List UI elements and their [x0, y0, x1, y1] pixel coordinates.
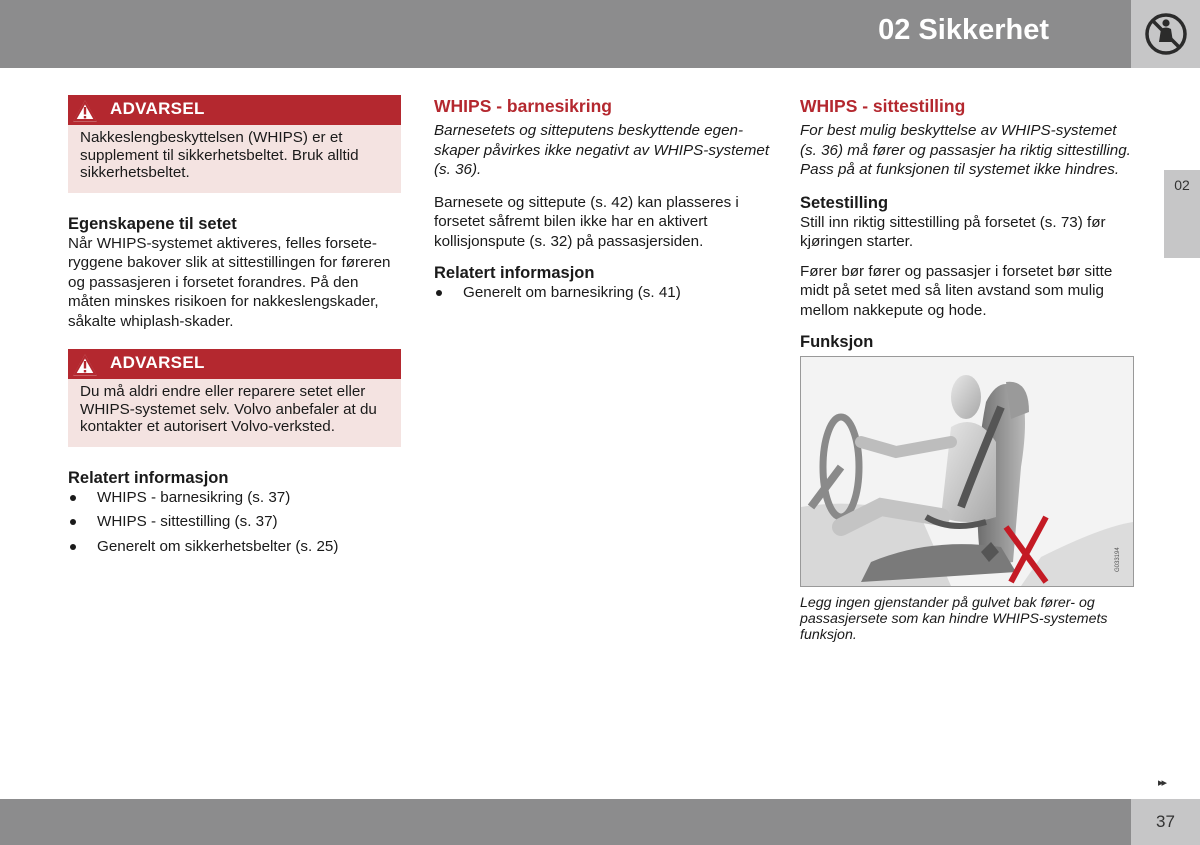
related-link[interactable]: WHIPS - barnesikring (s. 37)	[68, 488, 401, 507]
chapter-title: 02 Sikkerhet	[878, 14, 1049, 46]
section-text: Still inn riktig sittestilling på forsetet (s. 73) før kjøringen starter.	[800, 213, 1106, 250]
section-title: WHIPS - sittestilling	[800, 96, 966, 116]
related-list	[68, 488, 401, 556]
chapter-icon-box	[1131, 0, 1200, 68]
warning-header	[68, 349, 401, 379]
warning-box	[68, 95, 401, 193]
section-intro: Barnesetets og sitteputens beskyttende egenskaper påvirkes ikke negativt av WHIPS-systemet (s. 36).	[434, 122, 770, 178]
seat-illustration	[800, 356, 1134, 587]
next-page-icon[interactable]: ▸▸	[1158, 777, 1166, 789]
subsection-heading: Setestilling	[800, 193, 889, 212]
related-link[interactable]: Generelt om barnesikring (s. 41)	[434, 283, 774, 302]
seatbelt-icon	[1144, 12, 1188, 56]
warning-label: ADVARSEL	[110, 353, 205, 372]
warning-header	[68, 95, 401, 125]
warning-box	[68, 349, 401, 447]
section-text: Barnesete og sittepute (s. 42) kan plasseres i forsetet såfremt bilen ikke har en aktivert kollisjonspute (s. 32) på passasjersiden.	[434, 193, 739, 250]
related-link[interactable]: WHIPS - sittestilling (s. 37)	[68, 512, 401, 531]
section-heading: Egenskapene til setet	[68, 214, 237, 233]
figure-caption: Legg ingen gjenstander på gulvet bak fører- og passasjersete som kan hindre WHIPS-systemets funksjon.	[800, 595, 1108, 643]
warning-text: Du må aldri endre eller reparere setet eller WHIPS-systemet selv. Volvo anbefaler at du kontakter et autorisert Volvo-verksted.	[80, 383, 377, 435]
chapter-side-tab[interactable]: 02	[1164, 170, 1200, 258]
related-list	[434, 283, 774, 302]
crash-dummy-seat-illustration	[801, 357, 1133, 586]
column-1	[68, 95, 401, 561]
related-link[interactable]: Generelt om sikkerhetsbelter (s. 25)	[68, 537, 401, 556]
warning-text: Nakkeslengbeskyttelsen (WHIPS) er et supplement til sikkerhetsbeltet. Bruk alltid sikkerhetsbeltet.	[80, 129, 359, 181]
warning-triangle-icon	[70, 351, 100, 378]
figure-code: G033194	[1115, 547, 1121, 572]
related-heading: Relatert informasjon	[434, 264, 595, 282]
section-intro: For best mulig beskyttelse av WHIPS-systemet (s. 36) må fører og passasjer ha riktig sittestilling. Pass på at funksjonen til systemet ikke hindres.	[800, 122, 1131, 178]
header-bar	[0, 0, 1131, 68]
section-text: Når WHIPS-systemet aktiveres, felles forseteryggene bakover slik at sittestillingen for føreren og passasjeren i forsetet forandres. På den måten minskes risikoen for nakkeslengskader, såkalte whiplash-skader.	[68, 234, 391, 330]
section-title: WHIPS - barnesikring	[434, 96, 612, 116]
section-text: Fører bør fører og passasjer i forsetet bør sitte midt på setet med så liten avstand som mulig mellom nakkepute og hode.	[800, 262, 1113, 319]
warning-label: ADVARSEL	[110, 99, 205, 118]
page-number: 37	[1131, 799, 1200, 845]
subsection-heading: Funksjon	[800, 333, 874, 351]
footer-bar	[0, 799, 1131, 845]
warning-triangle-icon	[70, 97, 100, 124]
related-heading: Relatert informasjon	[68, 468, 229, 487]
column-3	[800, 95, 1134, 643]
column-2	[434, 95, 774, 308]
